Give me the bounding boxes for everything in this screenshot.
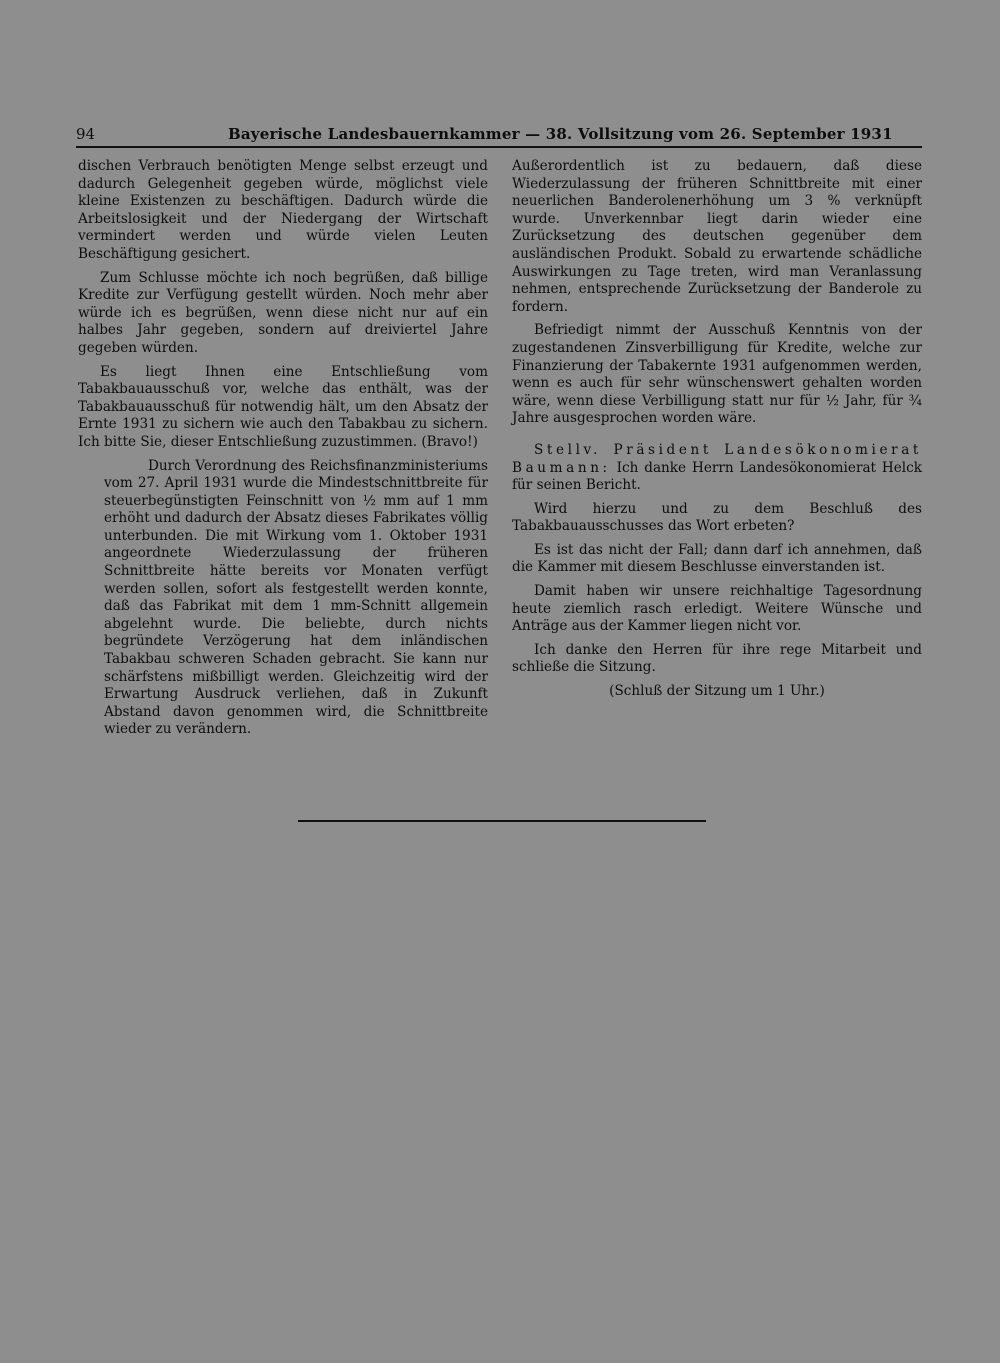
speaker-paragraph (512, 442, 922, 495)
left-column (78, 158, 488, 745)
left-paragraph-2: Zum Schlusse möchte ich noch begrüßen, daß billige Kredite zur Verfügung gestellt würden. Noch mehr aber würde ich es begrüßen, wenn diese nicht nur auf ein halbes Jahr gegeben, sondern auf dreiviertel Jahre gegeben würden. (78, 269, 488, 356)
speaker-name: Stellv. Präsident Landesökonomierat Baumann: (512, 441, 922, 476)
page-number: 94 (76, 125, 96, 143)
right-paragraph-6: Damit haben wir unsere reichhaltige Tagesordnung heute ziemlich rasch erledigt. Weitere Wünsche und Anträge aus der Kammer liegen nicht vor. (512, 583, 922, 635)
right-paragraph-2: Befriedigt nimmt der Ausschuß Kenntnis von der zugestandenen Zinsverbilligung für Kredite, welche zur Finanzierung der Tabakernte 1931 aufgenommen werden, wenn es auch für sehr wünschenswert gehalten worden wäre, wenn diese Verbilligung statt nur für ½ Jahr, für ¾ Jahre ausgesprochen worden wäre. (512, 322, 922, 427)
right-paragraph-5: Es ist das nicht der Fall; dann darf ich annehmen, daß die Kammer mit diesem Beschlusse einverstanden ist. (512, 541, 922, 576)
page-header (76, 124, 922, 144)
right-paragraph-1: Außerordentlich ist zu bedauern, daß diese Wiederzulassung der früheren Schnittbreite mit einer neuerlichen Banderolenerhöhung um 3 % verknüpft wurde. Unverkennbar liegt darin wieder eine Zurücksetzung des deutschen gegenüber dem ausländischen Produkt. Sobald zu erwartende schädliche Auswirkungen zu Tage treten, wird man Veranlassung nehmen, entsprechende Zurücksetzung der Banderole zu fordern. (512, 158, 922, 315)
end-rule (298, 820, 706, 822)
header-rule (76, 146, 922, 148)
left-paragraph-1: dischen Verbrauch benötigten Menge selbst erzeugt und dadurch Gelegenheit gegeben würde, möglichst viele kleine Existenzen zu beschäftigen. Dadurch würde die Arbeitslosigkeit und der Niedergang der Wirtschaft vermindert werden und würde vielen Leuten Beschäftigung gesichert. (78, 158, 488, 262)
left-paragraph-4: Durch Verordnung des Reichsfinanzministeriums vom 27. April 1931 wurde die Mindestschnittbreite für steuerbegünstigten Feinschnitt von ½ mm auf 1 mm erhöht und dadurch der Absatz dieses Fabrikates völlig unterbunden. Die mit Wirkung vom 1. Oktober 1931 angeordnete Wiederzulassung der früheren Schnittbreite hätte bereits vor Monaten verfügt werden sollen, sofort als festgestellt werden konnte, daß das Fabrikat mit dem 1 mm-Schnitt allgemein abgelehnt wurde. Die beliebte, durch nichts begründete Verzögerung hat dem inländischen Tabakbau schweren Schaden gebracht. Sie kann nur schärfstens mißbilligt werden. Gleichzeitig wird der Erwartung Ausdruck verliehen, daß in Zukunft Abstand davon genommen wird, die Schnittbreite wieder zu verändern. (104, 457, 488, 738)
right-paragraph-7: Ich danke den Herren für ihre rege Mitarbeit und schließe die Sitzung. (512, 641, 922, 676)
running-head: Bayerische Landesbauernkammer — 38. Vollsitzung vom 26. September 1931 (228, 125, 893, 143)
closing-note: (Schluß der Sitzung um 1 Uhr.) (609, 683, 825, 700)
right-column (512, 158, 922, 707)
left-paragraph-3: Es liegt Ihnen eine Entschließung vom Tabakbauausschuß vor, welche das enthält, was der Tabakbauausschuß für notwendig hält, um den Absatz der Ernte 1931 zu sichern wie auch den Tabakbau zu sichern. Ich bitte Sie, dieser Entschließung zuzustimmen. (Bravo!) (78, 363, 488, 450)
speaker-statement: Ich danke Herrn Landesökonomierat Helck für seinen Bericht. (512, 459, 922, 494)
right-paragraph-4: Wird hierzu und zu dem Beschluß des Tabakbauausschusses das Wort erbeten? (512, 500, 922, 535)
